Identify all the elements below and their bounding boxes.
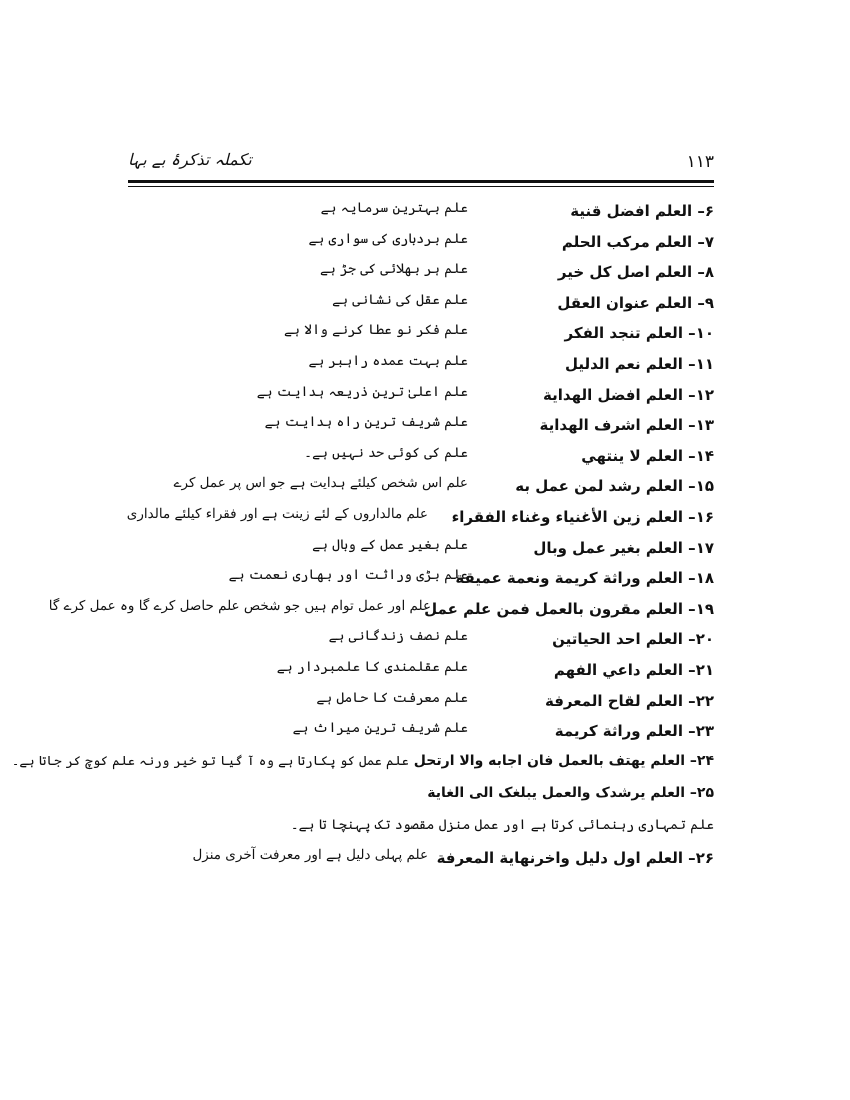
arabic-text: ۷– العلم مركب الحلم: [561, 232, 714, 251]
urdu-translation: علم معرفت کا حامل ہے: [316, 689, 468, 706]
urdu-translation: علم اور عمل توام ہیں جو شخص علم حاصل کرے گا وہ عمل کرے گا: [48, 597, 431, 614]
entry-row: [110, 847, 714, 879]
urdu-translation: علم بہت عمدہ راہبر ہے: [308, 352, 468, 369]
arabic-text: ۲۲– العلم لقاح المعرفة: [544, 691, 714, 710]
arabic-text: ۱۳– العلم اشرف الهداية: [539, 416, 714, 435]
urdu-translation: علم عقل کی نشانی ہے: [332, 291, 468, 308]
entry-translation-line: [110, 815, 714, 847]
entry-line: [12, 753, 714, 769]
arabic-text: ۲۳– العلم وراثة كريمة: [554, 722, 714, 741]
arabic-text: ۲۱– العلم داعي الفهم: [553, 660, 714, 679]
entry-row: [110, 322, 714, 353]
urdu-translation: علم شریف ترین میراث ہے: [292, 720, 468, 737]
urdu-translation: علم پہلی دلیل ہے اور معرفت آخری منزل: [192, 846, 428, 863]
arabic-text: ۱۵– العلم رشد لمن عمل به: [515, 477, 714, 496]
urdu-translation: علم مالداروں کے لئے زینت ہے اور فقراء کیلئے مالداری: [126, 505, 428, 522]
arabic-text: ۱۰– العلم تنجد الفكر: [564, 324, 714, 343]
arabic-text: ۱۴– العلم لا ينتهي: [581, 446, 714, 465]
urdu-translation: علم بغیر عمل کے وبال ہے: [312, 536, 468, 553]
arabic-text: ۱۹– العلم مقرون بالعمل فمن علم عمل: [424, 599, 714, 618]
entry-row: [110, 200, 714, 231]
arabic-text: ۲۵– العلم يرشدک والعمل يبلغک الى الغاية: [427, 784, 714, 801]
urdu-translation: علم کی کوئی حد نہیں ہے۔: [304, 444, 468, 461]
urdu-translation: علم نصف زندگانی ہے: [328, 628, 468, 645]
arabic-text: ۱۸– العلم وراثة كريمة ونعمة عميقة: [455, 569, 714, 588]
urdu-translation: علم عقلمندی کا علمبردار ہے: [276, 658, 468, 675]
urdu-translation: علم شریف ترین راہ ہدایت ہے: [264, 414, 468, 431]
arabic-text: ۶– العلم افضل قنية: [570, 202, 714, 220]
entry-row: [110, 384, 714, 415]
urdu-translation: علم ہر بھلائی کی جڑ ہے: [319, 261, 468, 278]
entry-row: [110, 628, 714, 659]
entry-row: [110, 567, 714, 598]
arabic-text: ۲۶– العلم اول دليل واخرنهاية المعرفة: [436, 848, 714, 867]
urdu-translation: علم بڑی وراثت اور بھاری نعمت ہے: [228, 567, 468, 584]
arabic-text: ۲۴– العلم يهتف بالعمل فان اجابه والا ارتحل: [413, 752, 714, 769]
header-rule-thin: [128, 186, 714, 187]
urdu-translation: علم تمہاری رہنمائی کرتا ہے اور عمل منزل مقصود تک پہنچا تا ہے۔: [290, 816, 714, 833]
entry-row: [110, 414, 714, 445]
entry-row: [110, 475, 714, 506]
page-header: [128, 150, 714, 178]
arabic-text: ۸– العلم اصل كل خير: [557, 263, 714, 282]
arabic-text: ۱۱– العلم نعم الدليل: [564, 354, 714, 373]
entry-row: [48, 597, 714, 629]
entry-row: [110, 720, 714, 751]
entry-row: [110, 292, 714, 323]
header-rule-thick: [128, 180, 714, 183]
entry-row: [110, 537, 714, 568]
entry-row-wide: [110, 783, 714, 815]
entry-row: [110, 353, 714, 384]
urdu-translation: علم بردباری کی سواری ہے: [308, 230, 468, 247]
running-title: تکملہ تذکرۂ بے بہا: [128, 150, 252, 169]
arabic-text: ۱۲– العلم افضل الهداية: [543, 385, 714, 404]
entry-list: [11, 200, 714, 879]
entry-row: [110, 506, 714, 537]
entry-row-wide: [11, 751, 714, 783]
urdu-translation: علم بہترین سرمایہ ہے: [320, 200, 468, 216]
entry-row: [110, 231, 714, 262]
arabic-text: ۲۰– العلم احد الحياتين: [552, 630, 714, 649]
arabic-text: ۹– العلم عنوان العقل: [557, 293, 714, 312]
entry-row: [110, 690, 714, 721]
entry-row: [110, 261, 714, 292]
page-number: ۱۱۳: [686, 152, 714, 172]
urdu-translation: علم اعلیٰ ترین ذریعہ ہدایت ہے: [256, 383, 468, 400]
urdu-translation: علم اس شخص کیلئے ہدایت ہے جو اس پر عمل کرے: [173, 475, 468, 492]
entry-row: [110, 659, 714, 690]
arabic-text: ۱۶– العلم زين الأغنياء وغناء الفقراء: [451, 507, 714, 526]
entry-row: [110, 445, 714, 476]
arabic-text: ۱۷– العلم بغير عمل وبال: [533, 538, 714, 557]
urdu-translation: علم فکر نو عطا کرنے والا ہے: [284, 322, 468, 339]
urdu-translation: علم عمل کو پکارتا ہے وہ آ گیا تو خیر ورنہ علم کوچ کر جاتا ہے۔: [11, 753, 409, 769]
